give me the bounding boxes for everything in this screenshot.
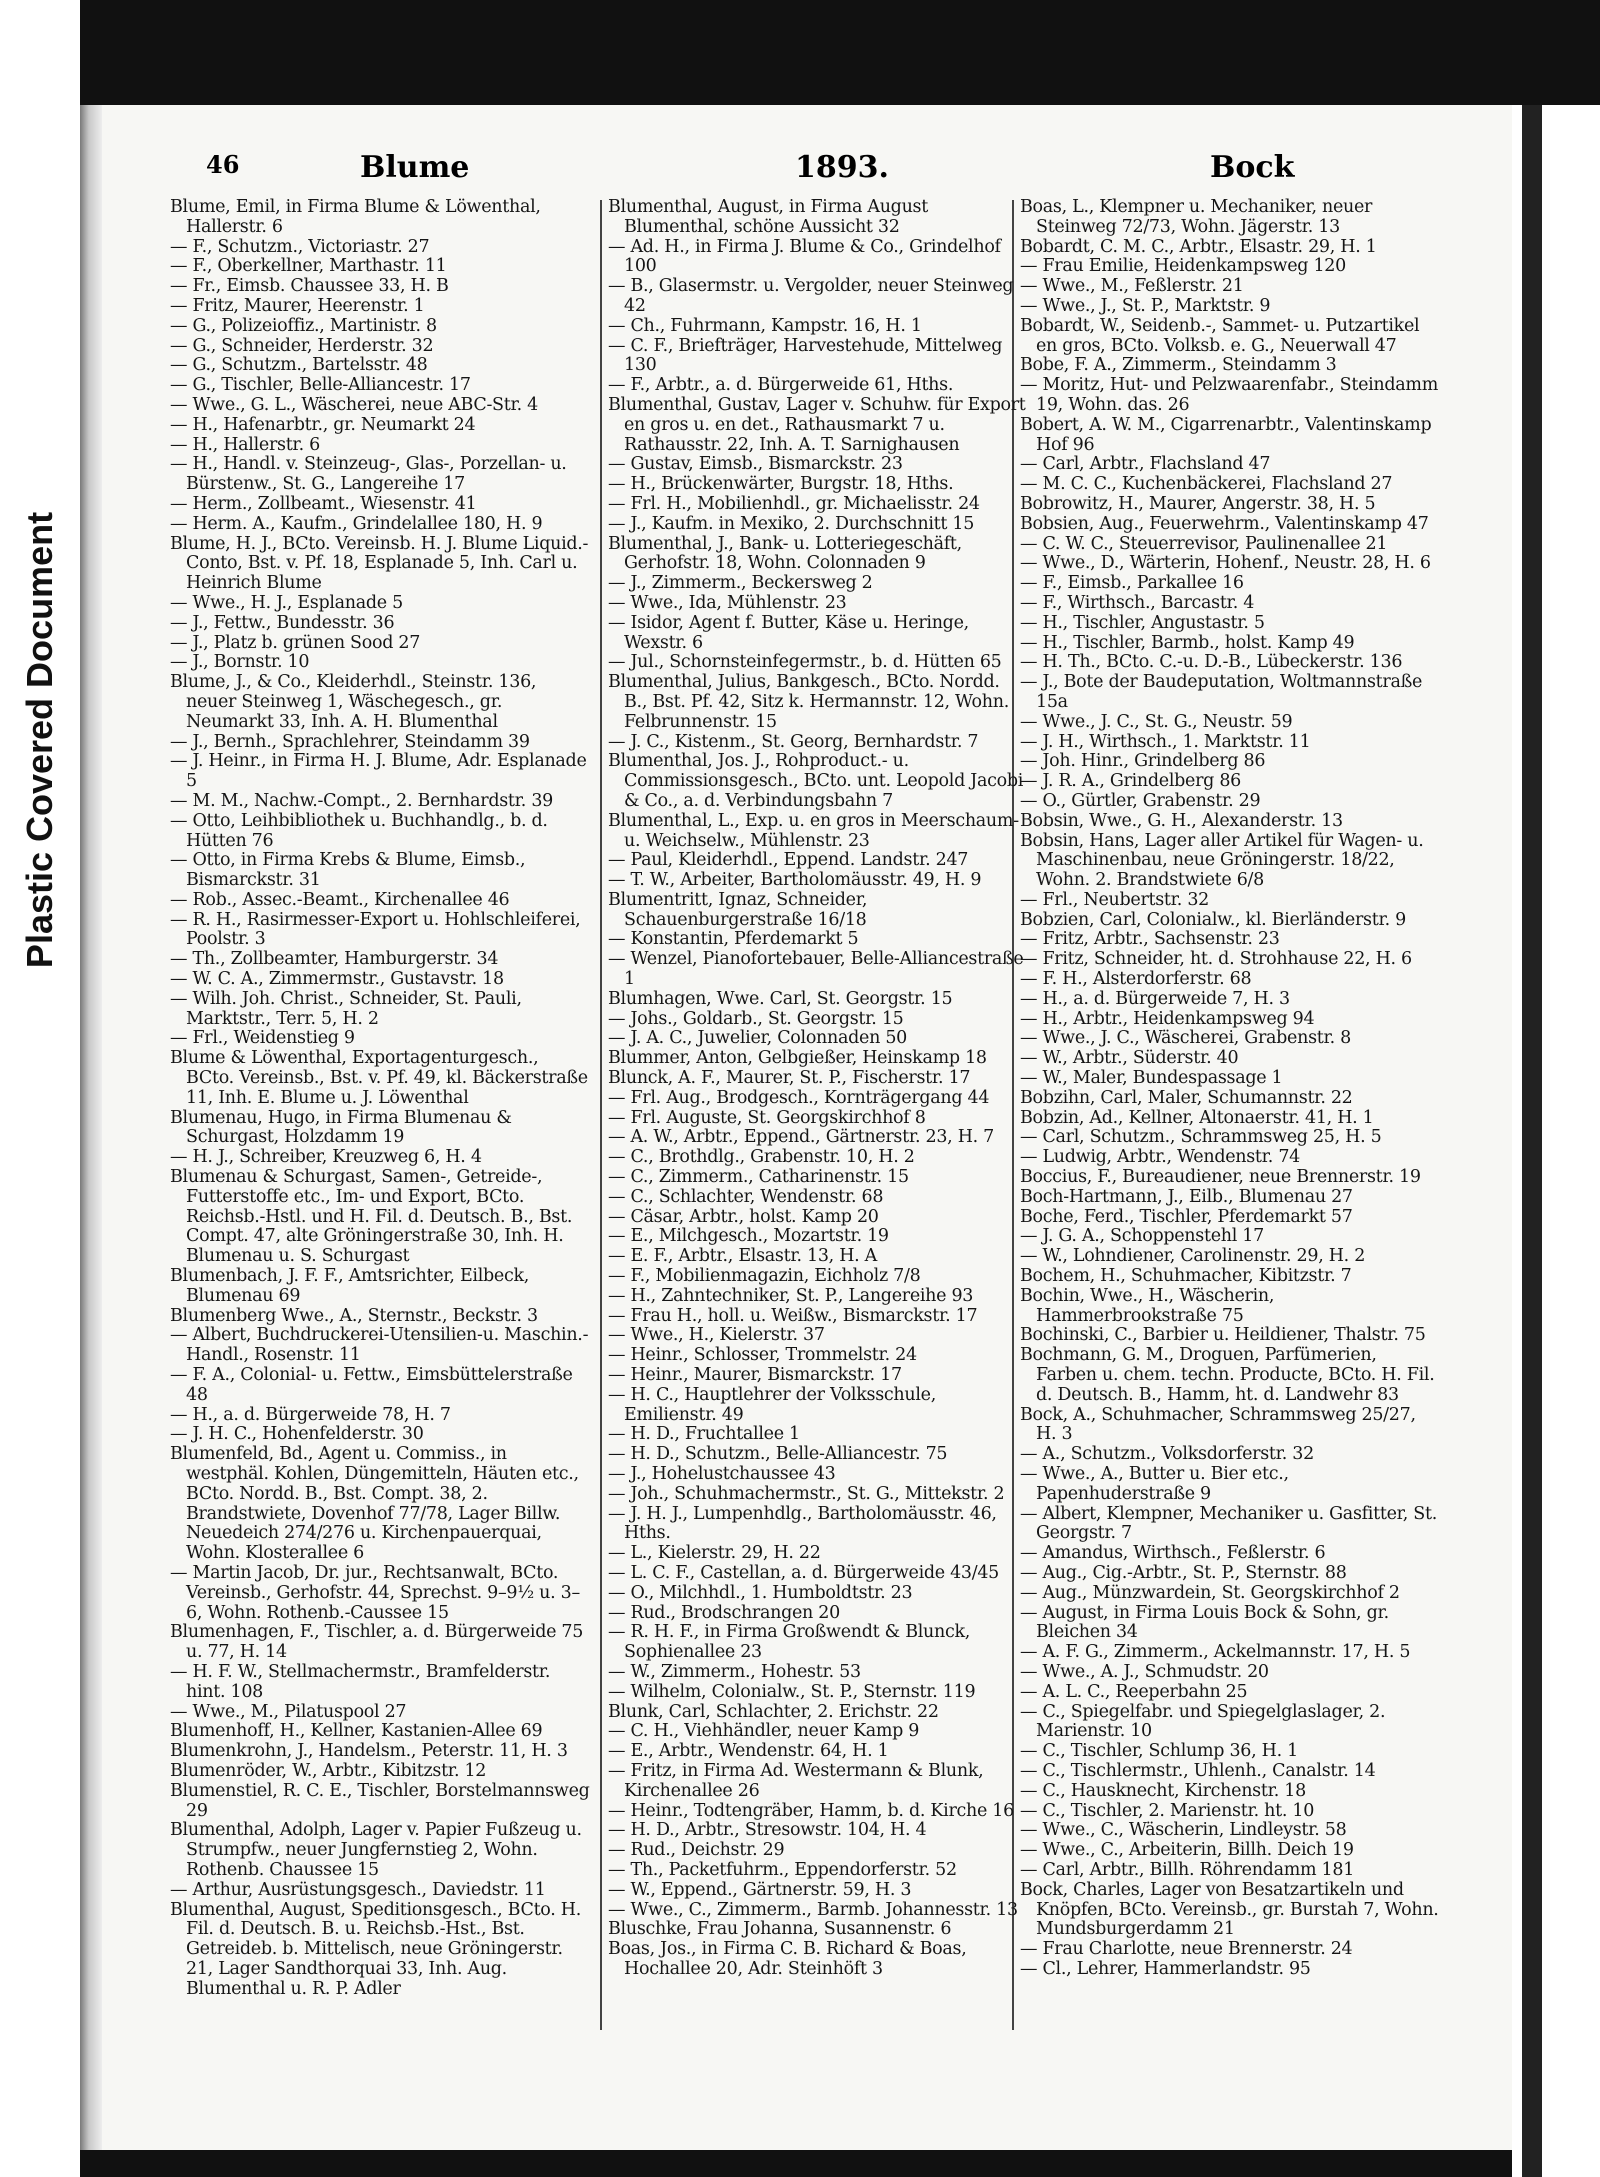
directory-entry: — Wwe., A. J., Schmudstr. 20 <box>1020 1661 1269 1682</box>
directory-entry: — J. H. J., Lumpenhdlg., Bartholomäusstr. 46, Hths. <box>608 1503 997 1544</box>
column-rule <box>600 200 602 2030</box>
directory-entry: — Frau Charlotte, neue Brennerstr. 24 <box>1020 1939 1353 1960</box>
directory-entry: — Frl. Aug., Brodgesch., Kornträgergang 44 <box>608 1087 990 1108</box>
directory-entry: — G., Polizeioffiz., Martinistr. 8 <box>170 315 437 336</box>
directory-entry: — H. D., Fruchtallee 1 <box>608 1424 800 1445</box>
page-number: 46 <box>206 150 240 179</box>
directory-entry: — Martin Jacob, Dr. jur., Rechtsanwalt, BCto. Vereinsb., Gerhofstr. 44, Sprechst. 9–9½ u. 3–6, Wohn. Rothenb.-Caussee 15 <box>170 1562 580 1623</box>
directory-entry: — Wwe., G. L., Wäscherei, neue ABC-Str. 4 <box>170 394 538 415</box>
scan-border-left <box>0 0 80 2177</box>
directory-entry: Blummer, Anton, Gelbgießer, Heinskamp 18 <box>608 1048 987 1069</box>
directory-entry: Bochin, Wwe., H., Wäscherin, Hammerbrookstraße 75 <box>1020 1285 1275 1326</box>
directory-entry: Bobzihn, Carl, Maler, Schumannstr. 22 <box>1020 1087 1353 1108</box>
directory-entry: — Amandus, Wirthsch., Feßlerstr. 6 <box>1020 1543 1326 1564</box>
directory-entry: — C., Brothdlg., Grabenstr. 10, H. 2 <box>608 1147 915 1168</box>
directory-entry: Blume, J., & Co., Kleiderhdl., Steinstr. 136, neuer Steinweg 1, Wäschegesch., gr. Neumarkt 33, Inh. A. H. Blumenthal <box>170 672 537 732</box>
directory-entry: — C. W. C., Steuerrevisor, Paulinenallee 21 <box>1020 533 1388 554</box>
directory-entry: Boas, L., Klempner u. Mechaniker, neuer Steinweg 72/73, Wohn. Jägerstr. 13 <box>1020 198 1373 237</box>
directory-entry: Blumenthal, Jos. J., Rohproduct.- u. Commissionsgesch., BCto. unt. Leopold Jacobi & Co., a. d. Verbindungsbahn 7 <box>608 751 1024 811</box>
directory-entry: — Wwe., A., Butter u. Bier etc., Papenhuderstraße 9 <box>1020 1464 1289 1504</box>
directory-entry: Bobrowitz, H., Maurer, Angerstr. 38, H. 5 <box>1020 493 1376 514</box>
directory-entry: — Paul, Kleiderhdl., Eppend. Landstr. 247 <box>608 850 969 871</box>
directory-entry: — M. M., Nachw.-Compt., 2. Bernhardstr. 39 <box>170 790 553 811</box>
directory-entry: — Carl, Schutzm., Schrammsweg 25, H. 5 <box>1020 1127 1382 1148</box>
directory-entry: Bobardt, W., Seidenb.-, Sammet- u. Putzartikel en gros, BCto. Volksb. e. G., Neuerwall 47 <box>1020 315 1420 356</box>
directory-entry: — Wwe., H., Kielerstr. 37 <box>608 1325 825 1346</box>
directory-entry: Boas, Jos., in Firma C. B. Richard & Boas, Hochallee 20, Adr. Steinhöft 3 <box>608 1939 967 1979</box>
directory-entry: — Heinr., Maurer, Bismarckstr. 17 <box>608 1365 902 1386</box>
directory-entry: Bochinski, C., Barbier u. Heildiener, Thalstr. 75 <box>1020 1325 1426 1346</box>
directory-entry: — Fritz, in Firma Ad. Westermann & Blunk, Kirchenallee 26 <box>608 1760 984 1801</box>
directory-entry: — Wwe., C., Zimmerm., Barmb. Johannesstr. 13 <box>608 1899 1018 1920</box>
directory-entry: — H., a. d. Bürgerweide 78, H. 7 <box>170 1404 451 1425</box>
page-binding-shadow <box>80 105 102 2150</box>
directory-entry: — Isidor, Agent f. Butter, Käse u. Heringe, Wexstr. 6 <box>608 612 969 653</box>
directory-entry: — Albert, Buchdruckerei-Utensilien-u. Maschin.-Handl., Rosenstr. 11 <box>170 1325 589 1366</box>
directory-entry: — Fritz, Schneider, ht. d. Strohhause 22, H. 6 <box>1020 949 1412 970</box>
directory-entry: — Wilh. Joh. Christ., Schneider, St. Pauli, Marktstr., Terr. 5, H. 2 <box>170 988 522 1029</box>
directory-entry: Blumenthal, Julius, Bankgesch., BCto. Nordd. B., Bst. Pf. 42, Sitz k. Hermannstr. 12, Wohn. Felbrunnenstr. 15 <box>608 672 1009 732</box>
directory-entry: — Fritz, Maurer, Heerenstr. 1 <box>170 295 425 316</box>
directory-entry: — M. C. C., Kuchenbäckerei, Flachsland 27 <box>1020 474 1393 495</box>
directory-entry: — Otto, Leihbibliothek u. Buchhandlg., b. d. Hütten 76 <box>170 810 548 851</box>
directory-entry: — Wwe., J., St. P., Marktstr. 9 <box>1020 295 1271 316</box>
directory-entry: Bobzien, Carl, Colonialw., kl. Bierländerstr. 9 <box>1020 909 1406 930</box>
directory-entry: — F. H., Alsterdorferstr. 68 <box>1020 969 1252 990</box>
directory-entry: Blumenhagen, F., Tischler, a. d. Bürgerweide 75 u. 77, H. 14 <box>170 1622 584 1663</box>
directory-entry: — J. R. A., Grindelberg 86 <box>1020 771 1241 792</box>
directory-entry: — Heinr., Todtengräber, Hamm, b. d. Kirche 16 <box>608 1800 1014 1821</box>
directory-entry: — Wwe., C., Wäscherin, Lindleystr. 58 <box>1020 1820 1347 1841</box>
directory-entry: — C., Spiegelfabr. und Spiegelglaslager, 2. Marienstr. 10 <box>1020 1701 1386 1742</box>
directory-entry: — C., Tischlermstr., Uhlenh., Canalstr. 14 <box>1020 1760 1376 1781</box>
directory-entry: — Wilhelm, Colonialw., St. P., Sternstr. 119 <box>608 1681 976 1702</box>
directory-entry: — Frl. Auguste, St. Georgskirchhof 8 <box>608 1107 926 1128</box>
directory-entry: — Wwe., Ida, Mühlenstr. 23 <box>608 592 847 613</box>
directory-entry: Blumenthal, L., Exp. u. en gros in Meerschaum- u. Weichselw., Mühlenstr. 23 <box>608 810 1019 851</box>
directory-entry: — W., Eppend., Gärtnerstr. 59, H. 3 <box>608 1879 912 1900</box>
document-sidebar-label <box>0 440 80 1040</box>
directory-entry: — H., Arbtr., Heidenkampsweg 94 <box>1020 1008 1315 1029</box>
directory-entry: — J., Bornstr. 10 <box>170 652 310 673</box>
directory-entry: — E. F., Arbtr., Elsastr. 13, H. A <box>608 1246 878 1267</box>
directory-entry: Bobert, A. W. M., Cigarrenarbtr., Valentinskamp Hof 96 <box>1020 414 1432 455</box>
directory-entry: Blunck, A. F., Maurer, St. P., Fischerstr. 17 <box>608 1068 971 1089</box>
directory-entry: — A. W., Arbtr., Eppend., Gärtnerstr. 23, H. 7 <box>608 1127 995 1148</box>
directory-entry: Blumenthal, Adolph, Lager v. Papier Fußzeug u. Strumpfw., neuer Jungfernstieg 2, Wohn. Rothenb. Chaussee 15 <box>170 1820 582 1880</box>
directory-entry: — A. L. C., Reeperbahn 25 <box>1020 1681 1248 1702</box>
directory-entry: Blumenröder, W., Arbtr., Kibitzstr. 12 <box>170 1760 487 1781</box>
directory-entry: Blumenthal, August, in Firma August Blumenthal, schöne Aussicht 32 <box>608 198 928 237</box>
directory-entry: — H. D., Arbtr., Stresowstr. 104, H. 4 <box>608 1820 927 1841</box>
directory-entry: — J., Bote der Baudeputation, Woltmannstraße 15a <box>1020 672 1423 712</box>
directory-entry: Bobzin, Ad., Kellner, Altonaerstr. 41, H. 1 <box>1020 1107 1374 1128</box>
directory-entry: Bobe, F. A., Zimmerm., Steindamm 3 <box>1020 355 1337 376</box>
directory-entry: — J. C., Kistenm., St. Georg, Bernhardstr. 7 <box>608 731 979 752</box>
directory-entry: Blumhagen, Wwe. Carl, St. Georgstr. 15 <box>608 988 953 1009</box>
directory-entry: Bobardt, C. M. C., Arbtr., Elsastr. 29, H. 1 <box>1020 236 1377 257</box>
directory-entry: — C., Zimmerm., Catharinenstr. 15 <box>608 1167 909 1188</box>
directory-entry: — C., Tischler, 2. Marienstr. ht. 10 <box>1020 1800 1315 1821</box>
directory-entry: — W., Maler, Bundespassage 1 <box>1020 1068 1283 1089</box>
directory-entry: — J., Kaufm. in Mexiko, 2. Durchschnitt 15 <box>608 513 975 534</box>
directory-entry: — C., Schlachter, Wendenstr. 68 <box>608 1186 884 1207</box>
directory-entry: — Carl, Arbtr., Flachsland 47 <box>1020 454 1271 475</box>
directory-entry: — A., Schutzm., Volksdorferstr. 32 <box>1020 1444 1314 1465</box>
directory-column-1 <box>170 198 590 2058</box>
directory-entry: Boccius, F., Bureaudiener, neue Brennerstr. 19 <box>1020 1167 1421 1188</box>
directory-entry: — Heinr., Schlosser, Trommelstr. 24 <box>608 1345 917 1366</box>
directory-entry: — H. F. W., Stellmachermstr., Bramfelderstr. hint. 108 <box>170 1661 551 1702</box>
directory-entry: — H., Zahntechniker, St. P., Langereihe 93 <box>608 1285 974 1306</box>
directory-entry: — H., Hallerstr. 6 <box>170 434 320 455</box>
directory-entry: — L., Kielerstr. 29, H. 22 <box>608 1543 821 1564</box>
directory-entry: — Otto, in Firma Krebs & Blume, Eimsb., Bismarckstr. 31 <box>170 850 526 891</box>
directory-entry: — Th., Packetfuhrm., Eppendorferstr. 52 <box>608 1859 957 1880</box>
directory-entry: Blumentritt, Ignaz, Schneider, Schauenburgerstraße 16/18 <box>608 889 868 930</box>
directory-entry: — Fr., Eimsb. Chaussee 33, H. B <box>170 276 449 297</box>
directory-entry: — H. Th., BCto. C.-u. D.-B., Lübeckerstr. 136 <box>1020 652 1403 673</box>
directory-entry: — R. H. F., in Firma Großwendt & Blunck, Sophienallee 23 <box>608 1622 971 1663</box>
directory-entry: — Th., Zollbeamter, Hamburgerstr. 34 <box>170 949 499 970</box>
directory-entry: Blumenfeld, Bd., Agent u. Commiss., in westphäl. Kohlen, Düngemitteln, Häuten etc., BCto. Nordd. B., Bst. Compt. 38, 2. Brandstwiete, Dovenhof 77/78, Lager Billw. Neuedeich 274/276 u. Kirchenpauerquai, Wohn. Klosterallee 6 <box>170 1444 579 1564</box>
directory-entry: — J. H., Wirthsch., 1. Marktstr. 11 <box>1020 731 1311 752</box>
directory-entry: — W. C. A., Zimmermstr., Gustavstr. 18 <box>170 969 504 990</box>
directory-entry: — T. W., Arbeiter, Bartholomäusstr. 49, H. 9 <box>608 870 982 891</box>
directory-entry: — W., Zimmerm., Hohestr. 53 <box>608 1661 861 1682</box>
header-keyword-left: Blume <box>360 150 470 185</box>
directory-entry: — J. Heinr., in Firma H. J. Blume, Adr. Esplanade 5 <box>170 751 587 792</box>
directory-entry: — Cäsar, Arbtr., holst. Kamp 20 <box>608 1206 879 1227</box>
directory-entry: — Konstantin, Pferdemarkt 5 <box>608 929 859 950</box>
directory-entry: — Wwe., C., Arbeiterin, Billh. Deich 19 <box>1020 1840 1354 1861</box>
directory-entry: — F., Wirthsch., Barcastr. 4 <box>1020 592 1255 613</box>
directory-entry: — F., Oberkellner, Marthastr. 11 <box>170 256 447 277</box>
directory-entry: — F., Schutzm., Victoriastr. 27 <box>170 236 430 257</box>
directory-entry: — C. F., Briefträger, Harvestehude, Mittelweg 130 <box>608 335 1003 376</box>
directory-entry: Blumenstiel, R. C. E., Tischler, Borstelmannsweg 29 <box>170 1780 590 1821</box>
directory-entry: Blume & Löwenthal, Exportagenturgesch., BCto. Vereinsb., Bst. v. Pf. 49, kl. Bäckerstraße 11, Inh. E. Blume u. J. Löwenthal <box>170 1048 588 1108</box>
directory-entry: — Wenzel, Pianofortebauer, Belle-Alliancestraße 1 <box>608 949 1024 990</box>
directory-entry: — Frl., Weidenstieg 9 <box>170 1028 355 1049</box>
directory-entry: — Arthur, Ausrüstungsgesch., Daviedstr. 11 <box>170 1879 546 1900</box>
directory-entry: — C., Tischler, Schlump 36, H. 1 <box>1020 1741 1298 1762</box>
directory-entry: — Ad. H., in Firma J. Blume & Co., Grindelhof 100 <box>608 236 1001 277</box>
directory-entry: — W., Lohndiener, Carolinenstr. 29, H. 2 <box>1020 1246 1366 1267</box>
directory-entry: Blumenbach, J. F. F., Amtsrichter, Eilbeck, Blumenau 69 <box>170 1266 530 1306</box>
directory-entry: Bobsin, Hans, Lager aller Artikel für Wagen- u. Maschinenbau, neue Gröningerstr. 18/22, Wohn. 2. Brandstwiete 6/8 <box>1020 830 1424 891</box>
directory-entry: — Ludwig, Arbtr., Wendenstr. 74 <box>1020 1147 1300 1168</box>
directory-entry: — O., Milchhdl., 1. Humboldtstr. 23 <box>608 1582 913 1603</box>
directory-entry: Blumenau, Hugo, in Firma Blumenau & Schurgast, Holzdamm 19 <box>170 1107 512 1148</box>
directory-entry: — F., Mobilienmagazin, Eichholz 7/8 <box>608 1266 921 1287</box>
directory-entry: Blume, Emil, in Firma Blume & Löwenthal, Hallerstr. 6 <box>170 198 541 237</box>
directory-entry: — Aug., Cig.-Arbtr., St. P., Sternstr. 88 <box>1020 1562 1347 1583</box>
directory-entry: — J., Hohelustchaussee 43 <box>608 1464 836 1484</box>
directory-entry: — Frau Emilie, Heidenkampsweg 120 <box>1020 256 1346 277</box>
directory-entry: — J., Bernh., Sprachlehrer, Steindamm 39 <box>170 731 530 752</box>
directory-entry: — H. C., Hauptlehrer der Volksschule, Emilienstr. 49 <box>608 1384 936 1425</box>
directory-entry: — Moritz, Hut- und Pelzwaarenfabr., Steindamm 19, Wohn. das. 26 <box>1020 375 1439 415</box>
directory-entry: — W., Arbtr., Süderstr. 40 <box>1020 1048 1239 1069</box>
directory-entry: Bobsin, Wwe., G. H., Alexanderstr. 13 <box>1020 810 1343 831</box>
directory-entry: Bochmann, G. M., Droguen, Parfümerien, Farben u. chem. techn. Producte, BCto. H. Fil. d. Deutsch. B., Hamm, ht. d. Landwehr 83 <box>1020 1345 1435 1405</box>
scan-border-right <box>1512 105 1600 2177</box>
directory-entry: — J. G. A., Schoppenstehl 17 <box>1020 1226 1264 1247</box>
directory-entry: — H., Brückenwärter, Burgstr. 18, Hths. <box>608 474 954 495</box>
directory-entry: — Rud., Brodschrangen 20 <box>608 1602 840 1623</box>
directory-entry: — O., Gürtler, Grabenstr. 29 <box>1020 790 1261 811</box>
directory-entry: Blumenthal, Gustav, Lager v. Schuhw. für Export en gros u. en det., Rathausmarkt 7 u. Rathausstr. 22, Inh. A. T. Sarnighausen <box>608 394 1026 455</box>
directory-entry: — F., Eimsb., Parkallee 16 <box>1020 573 1244 594</box>
directory-entry: — G., Tischler, Belle-Alliancestr. 17 <box>170 375 471 396</box>
sidebar-label-text: Plastic Covered Document <box>19 511 61 969</box>
directory-entry: — Wwe., M., Feßlerstr. 21 <box>1020 276 1244 297</box>
header-keyword-right: Bock <box>1210 150 1295 185</box>
directory-entry: Blumenthal, J., Bank- u. Lotteriegeschäft, Gerhofstr. 18, Wohn. Colonnaden 9 <box>608 533 962 574</box>
directory-entry: — H., Handl. v. Steinzeug-, Glas-, Porzellan- u. Bürstenw., St. G., Langereihe 17 <box>170 454 567 495</box>
directory-entry: — Frau H., holl. u. Weißw., Bismarckstr. 17 <box>608 1305 978 1326</box>
directory-entry: — R. H., Rasirmesser-Export u. Hohlschleiferei, Poolstr. 3 <box>170 909 581 950</box>
directory-column-2 <box>608 198 1028 2058</box>
directory-entry: — Wwe., D., Wärterin, Hohenf., Neustr. 28, H. 6 <box>1020 553 1431 574</box>
directory-entry: — Wwe., J. C., Wäscherei, Grabenstr. 8 <box>1020 1028 1351 1049</box>
directory-entry: — Johs., Goldarb., St. Georgstr. 15 <box>608 1008 904 1029</box>
directory-entry: Blumenkrohn, J., Handelsm., Peterstr. 11, H. 3 <box>170 1741 568 1762</box>
directory-entry: — Aug., Münzwardein, St. Georgskirchhof 2 <box>1020 1582 1400 1603</box>
directory-entry: — Wwe., M., Pilatuspool 27 <box>170 1701 407 1722</box>
directory-entry: — Jul., Schornsteinfegermstr., b. d. Hütten 65 <box>608 652 1002 673</box>
directory-entry: — August, in Firma Louis Bock & Sohn, gr. Bleichen 34 <box>1020 1602 1389 1643</box>
directory-entry: — Wwe., H. J., Esplanade 5 <box>170 592 403 613</box>
directory-entry: — Joh., Schuhmachermstr., St. G., Mittekstr. 2 <box>608 1483 1005 1504</box>
directory-entry: — Rob., Assec.-Beamt., Kirchenallee 46 <box>170 889 510 910</box>
directory-entry: — Gustav, Eimsb., Bismarckstr. 23 <box>608 454 903 475</box>
directory-entry: Boche, Ferd., Tischler, Pferdemarkt 57 <box>1020 1206 1353 1227</box>
directory-entry: — Herm. A., Kaufm., Grindelallee 180, H. 9 <box>170 513 543 534</box>
directory-entry: — C. H., Viehhändler, neuer Kamp 9 <box>608 1721 920 1742</box>
directory-entry: — G., Schutzm., Bartelsstr. 48 <box>170 355 428 376</box>
directory-entry: — J. A. C., Juwelier, Colonnaden 50 <box>608 1028 907 1049</box>
directory-entry: — Fritz, Arbtr., Sachsenstr. 23 <box>1020 929 1280 950</box>
directory-entry: — E., Arbtr., Wendenstr. 64, H. 1 <box>608 1741 889 1762</box>
directory-entry: — Frl., Neubertstr. 32 <box>1020 889 1210 910</box>
header-year: 1893. <box>795 150 889 185</box>
directory-entry: — J., Fettw., Bundesstr. 36 <box>170 612 395 633</box>
directory-entry: — Albert, Klempner, Mechaniker u. Gasfitter, St. Georgstr. 7 <box>1020 1503 1437 1544</box>
directory-entry: Boch-Hartmann, J., Eilb., Blumenau 27 <box>1020 1186 1353 1207</box>
directory-entry: — Carl, Arbtr., Billh. Röhrendamm 181 <box>1020 1859 1355 1880</box>
directory-entry: — Joh. Hinr., Grindelberg 86 <box>1020 751 1266 772</box>
directory-entry: — Cl., Lehrer, Hammerlandstr. 95 <box>1020 1958 1311 1979</box>
directory-entry: Bobsien, Aug., Feuerwehrm., Valentinskamp 47 <box>1020 513 1429 534</box>
directory-entry: — Ch., Fuhrmann, Kampstr. 16, H. 1 <box>608 315 922 336</box>
directory-entry: Blumenau & Schurgast, Samen-, Getreide-, Futterstoffe etc., Im- und Export, BCto. Reichsb.-Hstl. und H. Fil. d. Deutsch. B., Bst. Compt. 47, alte Gröningerstraße 30, Inh. H. Blumenau u. S. Schurgast <box>170 1167 573 1267</box>
directory-entry: — C., Hausknecht, Kirchenstr. 18 <box>1020 1780 1306 1801</box>
directory-entry: — J. H. C., Hohenfelderstr. 30 <box>170 1424 424 1445</box>
directory-entry: — J., Platz b. grünen Sood 27 <box>170 632 421 653</box>
directory-entry: Blumenhoff, H., Kellner, Kastanien-Allee 69 <box>170 1721 543 1742</box>
directory-entry: Bochem, H., Schuhmacher, Kibitzstr. 7 <box>1020 1266 1352 1287</box>
page-header <box>170 150 1470 196</box>
directory-entry: — F. A., Colonial- u. Fettw., Eimsbüttelerstraße 48 <box>170 1365 573 1405</box>
directory-entry: — F., Arbtr., a. d. Bürgerweide 61, Hths. <box>608 375 954 396</box>
directory-entry: Bock, A., Schuhmacher, Schrammsweg 25/27, H. 3 <box>1020 1404 1416 1445</box>
directory-entry: — Wwe., J. C., St. G., Neustr. 59 <box>1020 711 1293 732</box>
directory-entry: — H. D., Schutzm., Belle-Alliancestr. 75 <box>608 1444 948 1465</box>
directory-column-3 <box>1020 198 1440 2058</box>
directory-entry: — H., a. d. Bürgerweide 7, H. 3 <box>1020 988 1290 1009</box>
directory-entry: — E., Milchgesch., Mozartstr. 19 <box>608 1226 889 1247</box>
directory-entry: Blumenthal, August, Speditionsgesch., BCto. H. Fil. d. Deutsch. B. u. Reichsb.-Hst., Bst. Getreideb. b. Mittelisch, neue Gröningerstr. 21, Lager Sandthorquai 33, Inh. Aug. Blumenthal u. R. P. Adler <box>170 1899 581 1999</box>
directory-entry: — H., Tischler, Angustastr. 5 <box>1020 612 1265 633</box>
directory-entry: — H., Hafenarbtr., gr. Neumarkt 24 <box>170 414 476 435</box>
directory-entry: — L. C. F., Castellan, a. d. Bürgerweide 43/45 <box>608 1562 1000 1583</box>
directory-entry: Bock, Charles, Lager von Besatzartikeln und Knöpfen, BCto. Vereinsb., gr. Burstah 7, Wohn. Mundsburgerdamm 21 <box>1020 1879 1439 1940</box>
directory-entry: Blunk, Carl, Schlachter, 2. Erichstr. 22 <box>608 1701 939 1722</box>
directory-entry: Blume, H. J., BCto. Vereinsb. H. J. Blume Liquid.-Conto, Bst. v. Pf. 18, Esplanade 5, Inh. Carl u. Heinrich Blume <box>170 533 589 594</box>
directory-entry: — H., Tischler, Barmb., holst. Kamp 49 <box>1020 632 1355 653</box>
directory-entry: — Frl. H., Mobilienhdl., gr. Michaelisstr. 24 <box>608 493 980 514</box>
next-page-edge <box>1522 105 1542 2177</box>
directory-entry: — A. F. G., Zimmerm., Ackelmannstr. 17, H. 5 <box>1020 1642 1411 1663</box>
directory-entry: Blumenberg Wwe., A., Sternstr., Beckstr. 3 <box>170 1305 538 1326</box>
directory-entry: — B., Glasermstr. u. Vergolder, neuer Steinweg 42 <box>608 276 1014 316</box>
directory-entry: Bluschke, Frau Johanna, Susannenstr. 6 <box>608 1919 952 1940</box>
directory-entry: — J., Zimmerm., Beckersweg 2 <box>608 573 873 594</box>
directory-entry: — H. J., Schreiber, Kreuzweg 6, H. 4 <box>170 1147 482 1168</box>
directory-entry: — Rud., Deichstr. 29 <box>608 1840 785 1861</box>
directory-entry: — G., Schneider, Herderstr. 32 <box>170 335 434 356</box>
directory-entry: — Herm., Zollbeamt., Wiesenstr. 41 <box>170 493 477 514</box>
